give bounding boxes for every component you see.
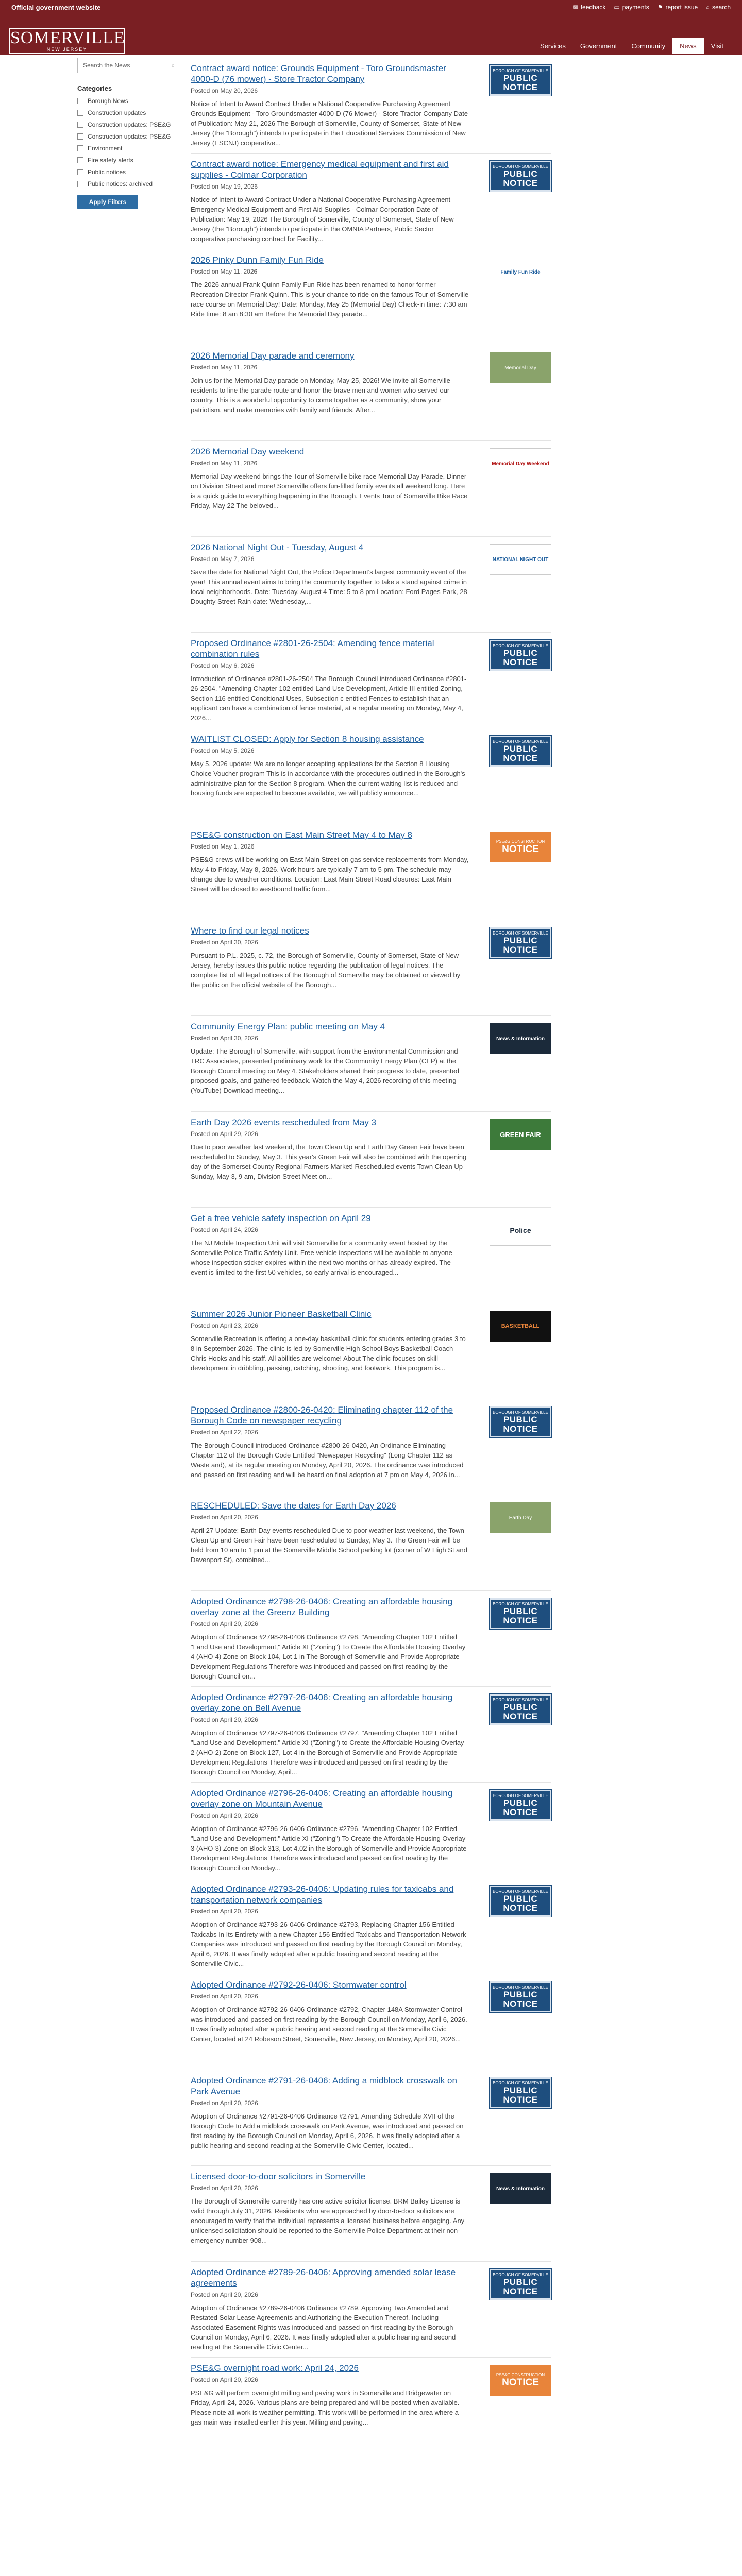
filter-sidebar xyxy=(77,58,180,209)
thumbnail-big-text: NOTICE xyxy=(502,2377,539,2388)
news-title-link[interactable]: PSE&G construction on East Main Street May 4 to May 8 xyxy=(191,830,412,840)
thumbnail-label xyxy=(491,931,550,955)
news-item xyxy=(191,1208,551,1303)
checkbox-icon xyxy=(77,181,83,187)
news-title-link[interactable]: Proposed Ordinance #2800-26-0420: Eliminating chapter 112 of the Borough Code on newspaper recycling xyxy=(191,1405,453,1426)
news-title-link[interactable]: Where to find our legal notices xyxy=(191,926,309,936)
news-summary: Adoption of Ordinance #2789-26-0406 Ordinance #2789, Approving Two Amended and Restated Solar Lease Agreements and Authorizing the Execution Thereof, Including Associated Easement Rights was introduced and passed on first reading by the Borough Council on Monday, April 6, 2026. It was finally adopted after a public hearing and second reading at the Somerville Civic Center... xyxy=(191,2304,456,2351)
thumbnail-big-text: PUBLIC NOTICE xyxy=(503,1990,538,2009)
thumbnail-label xyxy=(491,739,550,763)
news-item xyxy=(191,1399,551,1495)
public-notice-thumbnail[interactable] xyxy=(490,1790,551,1821)
news-date: Posted on May 19, 2026 xyxy=(191,183,258,190)
news-item xyxy=(191,1112,551,1208)
card-icon: ▭ xyxy=(614,4,620,11)
news-title-link[interactable]: Contract award notice: Grounds Equipment - Toro Groundsmaster 4000-D (76 mower) - Store Tractor Company xyxy=(191,63,446,84)
news-item xyxy=(191,1495,551,1591)
news-summary: Due to poor weather last weekend, the Town Clean Up and Earth Day Green Fair have been rescheduled to Sunday, May 3. This year's Green Fair will also be combined with the opening day of the Somerset County Regional Farmers Market! Rescheduled events Town Clean Up Sunday, May 3, 9 am, Division Street Meet on... xyxy=(191,1143,467,1180)
news-item xyxy=(191,249,551,345)
thumbnail-label: Earth Day xyxy=(509,1515,532,1521)
category-checkbox[interactable]: Public notices xyxy=(77,168,180,176)
news-date: Posted on May 6, 2026 xyxy=(191,662,255,669)
thumbnail-label xyxy=(491,1793,550,1817)
news-date: Posted on April 20, 2026 xyxy=(191,1716,258,1723)
thumbnail-big-text: PUBLIC NOTICE xyxy=(503,648,538,667)
thumbnail-big-text: PUBLIC NOTICE xyxy=(503,744,538,763)
checkbox-icon xyxy=(77,110,83,116)
thumbnail-label xyxy=(491,69,550,92)
thumbnail-label: Family Fun Ride xyxy=(500,269,541,275)
payments-link[interactable]: ▭ payments xyxy=(614,4,649,11)
thumbnail-small-text: BOROUGH OF SOMERVILLE xyxy=(493,1602,548,1606)
checkbox-icon xyxy=(77,133,83,140)
news-summary: The NJ Mobile Inspection Unit will visit Somerville for a community event hosted by the Somerville Police Traffic Safety Unit. Free vehicle inspections will be available to anyone whose inspection sticker expires within the next two months or has already expired. The event is limited to the first 50 vehicles, so early arrival is encouraged... xyxy=(191,1239,452,1276)
nav-news[interactable]: News xyxy=(672,38,704,54)
news-item xyxy=(191,633,551,728)
public-notice-thumbnail[interactable] xyxy=(490,1406,551,1437)
news-date: Posted on April 20, 2026 xyxy=(191,2099,258,2107)
category-checkbox[interactable]: Construction updates: PSE&G xyxy=(77,133,180,140)
thumbnail-label: News & Information xyxy=(496,2185,545,2192)
news-date: Posted on April 20, 2026 xyxy=(191,2376,258,2383)
thumbnail-label xyxy=(496,2372,545,2388)
category-checkbox[interactable]: Construction updates: PSE&G xyxy=(77,121,180,128)
thumbnail-label xyxy=(491,2081,550,2105)
public-notice-thumbnail[interactable] xyxy=(490,640,551,671)
nav-services[interactable]: Services xyxy=(540,42,566,50)
feedback-icon: ✉ xyxy=(572,4,578,11)
news-summary: PSE&G crews will be working on East Main Street on gas service replacements from Monday, May 4 to Friday, May 8, 2026. Work hours are typically 7 am to 5 pm. The schedule may change due to weather conditions. Location: East Main Street Road closures: East Main Street will be closed to westbound traffic from... xyxy=(191,856,469,893)
news-list xyxy=(191,58,551,2453)
news-summary: Adoption of Ordinance #2797-26-0406 Ordinance #2797, "Amending Chapter 102 Entitled "Land Use and Development," Article XI ("Zoning") to Create the Affordable Housing Overlay 2 (AHO-2) Zone on Block 127, Lot 4 in the Borough of Somerville and Provide Appropriate Development Regulations Therefore was introduced and passed on first reading by the Borough Council on Monday, April... xyxy=(191,1729,464,1776)
category-checkbox[interactable]: Construction updates xyxy=(77,109,180,116)
news-date: Posted on April 20, 2026 xyxy=(191,1908,258,1915)
pseg-notice-thumbnail[interactable] xyxy=(490,832,551,862)
news-summary: Memorial Day weekend brings the Tour of Somerville bike race Memorial Day Parade, Dinner on Division Street and more! Somerville offers fun-filled family events all weekend long. Here is a quick guide to everything happening in the Borough. Events Tour of Somerville Bike Race Friday, May 22 The beloved... xyxy=(191,472,468,510)
official-banner xyxy=(0,0,742,14)
checkbox-icon xyxy=(77,145,83,151)
thumbnail-big-text: PUBLIC NOTICE xyxy=(503,1606,538,1625)
news-title-link[interactable]: PSE&G overnight road work: April 24, 2026 xyxy=(191,2363,359,2373)
news-date: Posted on April 30, 2026 xyxy=(191,939,258,946)
thumbnail-big-text: PUBLIC NOTICE xyxy=(503,1702,538,1721)
news-summary: Adoption of Ordinance #2792-26-0406 Ordinance #2792, Chapter 148A Stormwater Control was introduced and passed on first reading by the Borough Council on Monday, April 6, 2026. It was finally adopted after a public hearing and second reading at the Somerville Civic Center, located at 24 Robeson Street, Somerville, New Jersey, on Monday, April 20, 2026... xyxy=(191,2006,467,2043)
news-thumbnail[interactable] xyxy=(490,448,551,479)
thumbnail-label: NATIONAL NIGHT OUT xyxy=(492,556,549,563)
news-date: Posted on May 20, 2026 xyxy=(191,87,258,94)
news-item xyxy=(191,824,551,920)
checkbox-icon xyxy=(77,122,83,128)
news-title-link[interactable]: Earth Day 2026 events rescheduled from May 3 xyxy=(191,1117,377,1127)
thumbnail-big-text: PUBLIC NOTICE xyxy=(503,1894,538,1913)
main-nav xyxy=(533,38,731,54)
news-title-link[interactable]: 2026 Memorial Day weekend xyxy=(191,447,305,456)
public-notice-thumbnail[interactable] xyxy=(490,161,551,192)
news-thumbnail[interactable] xyxy=(490,2173,551,2204)
news-title-link[interactable]: RESCHEDULED: Save the dates for Earth Day 2026 xyxy=(191,1501,396,1511)
news-summary: PSE&G will perform overnight milling and paving work in Somerville and Bridgewater on Friday, April 24, 2026. Various plans are being prepared and will be posted when available. Please note all work is weather permitting. This work will be performed in the area where a gas main was installed earlier this year. Milling and paving... xyxy=(191,2389,460,2426)
search-icon: ⌕ xyxy=(706,3,710,11)
thumbnail-small-text: BOROUGH OF SOMERVILLE xyxy=(493,739,548,744)
news-date: Posted on April 20, 2026 xyxy=(191,2184,258,2192)
thumbnail-small-text: BOROUGH OF SOMERVILLE xyxy=(493,1410,548,1415)
news-item xyxy=(191,1591,551,1687)
public-notice-thumbnail[interactable] xyxy=(490,65,551,96)
categories-heading: Categories xyxy=(77,84,112,92)
news-title-link[interactable]: Get a free vehicle safety inspection on April 29 xyxy=(191,1213,371,1223)
checkbox-icon xyxy=(77,98,83,104)
checkbox-icon xyxy=(77,169,83,175)
news-title-link[interactable]: Contract award notice: Emergency medical equipment and first aid supplies - Colmar Corporation xyxy=(191,159,449,180)
news-item xyxy=(191,441,551,537)
news-summary: April 27 Update: Earth Day events rescheduled Due to poor weather last weekend, the Town Clean Up and Green Fair have been rescheduled to Sunday, May 3. The Green Fair will be held from 10 am to 1 pm at the Somerville Middle School parking lot (corner of W High St and Davenport St), combined... xyxy=(191,1527,467,1564)
public-notice-thumbnail[interactable] xyxy=(490,1886,551,1917)
thumbnail-label: Memorial Day Weekend xyxy=(492,461,549,467)
thumbnail-label xyxy=(491,1889,550,1913)
thumbnail-small-text: BOROUGH OF SOMERVILLE xyxy=(493,164,548,169)
news-thumbnail[interactable] xyxy=(490,1119,551,1150)
news-summary: May 5, 2026 update: We are no longer accepting applications for the Section 8 Housing Choice Voucher program This is in accordance with the procedures outlined in the Borough's administrative plan for the Section 8 program. When the current waiting list is reduced and housing funds are expected to become available, we will publicly announce... xyxy=(191,760,465,797)
thumbnail-small-text: BOROUGH OF SOMERVILLE xyxy=(493,1985,548,1990)
news-date: Posted on April 23, 2026 xyxy=(191,1322,258,1329)
news-date: Posted on May 11, 2026 xyxy=(191,460,258,467)
thumbnail-label: BASKETBALL xyxy=(501,1323,540,1329)
news-item xyxy=(191,920,551,1016)
news-date: Posted on April 22, 2026 xyxy=(191,1429,258,1436)
news-summary: Somerville Recreation is offering a one-day basketball clinic for students entering grades 3 to 8 in September 2026. The clinic is led by Somerville High School Boys Basketball Coach Chris Hooks and his staff. All abilities are welcome! About The clinic focuses on skill development in dribbling, passing, catching, shooting, and footwork. This program is... xyxy=(191,1335,466,1372)
news-summary: The 2026 annual Frank Quinn Family Fun Ride has been renamed to honor former Recreation Director Frank Quinn. This is your chance to ride on the famous Tour of Somerville race course on Memorial Day! Date: Monday, May 25 (Memorial Day) Check-in time: 7:30 am Ride time: 8 am 8:30 am Before the Memorial Day parade... xyxy=(191,281,469,318)
thumbnail-small-text: BOROUGH OF SOMERVILLE xyxy=(493,69,548,73)
news-item xyxy=(191,537,551,633)
news-date: Posted on May 7, 2026 xyxy=(191,555,255,563)
news-date: Posted on April 29, 2026 xyxy=(191,1130,258,1138)
thumbnail-small-text: BOROUGH OF SOMERVILLE xyxy=(493,931,548,936)
news-item xyxy=(191,2262,551,2358)
news-date: Posted on April 20, 2026 xyxy=(191,1620,258,1628)
news-item xyxy=(191,728,551,824)
news-item xyxy=(191,1687,551,1783)
thumbnail-small-text: BOROUGH OF SOMERVILLE xyxy=(493,1889,548,1894)
thumbnail-label xyxy=(491,1410,550,1434)
checkbox-icon xyxy=(77,157,83,163)
thumbnail-label xyxy=(491,2273,550,2296)
news-title-link[interactable]: Community Energy Plan: public meeting on May 4 xyxy=(191,1022,385,1031)
search-icon: ⌕ xyxy=(171,61,175,69)
news-title-link[interactable]: WAITLIST CLOSED: Apply for Section 8 housing assistance xyxy=(191,734,424,744)
news-date: Posted on April 20, 2026 xyxy=(191,1514,258,1521)
apply-filters-button[interactable]: Apply Filters xyxy=(77,195,138,209)
thumbnail-small-text: BOROUGH OF SOMERVILLE xyxy=(493,2081,548,2086)
public-notice-thumbnail[interactable] xyxy=(490,2077,551,2108)
thumbnail-small-text: BOROUGH OF SOMERVILLE xyxy=(493,643,548,648)
news-summary: Adoption of Ordinance #2796-26-0406 Ordinance #2796, "Amending Chapter 102 Entitled "Land Use and Development," Article XI ("Zoning") To Create the Affordable Housing Overlay 3 (AHO-3) Zone on Block 313, Lot 4.02 in the Borough of Somerville and Provide Appropriate Development Regulations Therefore was introduced and passed on first reading by the Borough Council on Monday... xyxy=(191,1825,467,1872)
thumbnail-label: Police xyxy=(510,1226,531,1234)
thumbnail-label xyxy=(496,839,545,855)
news-title-link[interactable]: Adopted Ordinance #2789-26-0406: Approving amended solar lease agreements xyxy=(191,2267,456,2288)
feedback-link[interactable]: ✉ feedback xyxy=(572,4,606,11)
news-item xyxy=(191,2166,551,2262)
thumbnail-big-text: PUBLIC NOTICE xyxy=(503,1798,538,1817)
utility-links xyxy=(573,4,731,11)
news-summary: The Borough Council introduced Ordinance #2800-26-0420, An Ordinance Eliminating Chapter 112 of the Borough Code Entitled "Newspaper Recycling" (Long Chapter 112 as Waste and), at its regular meeting on Monday, April 20, 2026. The ordinance was introduced and passed on first reading and will be heard on final adoption at 7 pm on May 4, 2026 in... xyxy=(191,1442,464,1479)
site-logo[interactable]: SOMERVILLE NEW JERSEY xyxy=(9,28,125,54)
news-title-link[interactable]: Adopted Ordinance #2792-26-0406: Stormwater control xyxy=(191,1980,407,1990)
news-title-link[interactable]: 2026 Pinky Dunn Family Fun Ride xyxy=(191,255,324,265)
news-title-link[interactable]: Summer 2026 Junior Pioneer Basketball Clinic xyxy=(191,1309,372,1319)
thumbnail-label xyxy=(491,1602,550,1625)
thumbnail-big-text: PUBLIC NOTICE xyxy=(503,936,538,955)
news-summary: Pursuant to P.L. 2025, c. 72, the Borough of Somerville, County of Somerset, State of New Jersey, hereby issues this public notice regarding the publication of legal notices. The complete list of all legal notices of the Borough of Somerville may be obtained or viewed by the public on the official website of the Borough... xyxy=(191,952,461,989)
news-title-link[interactable]: Adopted Ordinance #2797-26-0406: Creating an affordable housing overlay zone on Bell Avenue xyxy=(191,1692,453,1713)
news-item xyxy=(191,345,551,441)
news-summary: Introduction of Ordinance #2801-26-2504 The Borough Council introduced Ordinance #2801-26-2504, "Amending Chapter 102 entitled Land Use Development, Article III entitled Zoning, Section 116 entitled Conditional Uses, Subsection c entitled Fences to establish that an applicant can have a combination of fence material, at a regular meeting on Monday, May 4, 2026... xyxy=(191,675,467,722)
news-title-link[interactable]: Adopted Ordinance #2791-26-0406: Adding a midblock crosswalk on Park Avenue xyxy=(191,2076,457,2096)
nav-visit[interactable]: Visit xyxy=(711,42,723,50)
public-notice-thumbnail[interactable] xyxy=(490,1981,551,2012)
search-link[interactable]: ⌕ search xyxy=(706,3,731,11)
news-summary: Adoption of Ordinance #2793-26-0406 Ordinance #2793, Replacing Chapter 156 Entitled Taxicabs In Its Entirety with a new Chapter 156 Entitled Taxicabs and Transportation Network Companies was introduced and passed on first reading by the Borough Council on Monday, April 6, 2026. It was finally adopted after a public hearing and second reading at the Somerville Civic... xyxy=(191,1921,466,1968)
thumbnail-big-text: PUBLIC NOTICE xyxy=(503,73,538,92)
thumbnail-small-text: PSE&G CONSTRUCTION xyxy=(496,2372,545,2377)
news-date: Posted on May 5, 2026 xyxy=(191,747,255,754)
official-site-label: Official government website xyxy=(11,3,101,11)
news-date: Posted on April 20, 2026 xyxy=(191,1993,258,2000)
public-notice-thumbnail[interactable] xyxy=(490,1694,551,1725)
thumbnail-label xyxy=(491,1985,550,2009)
thumbnail-big-text: PUBLIC NOTICE xyxy=(503,2277,538,2296)
news-thumbnail[interactable] xyxy=(490,352,551,383)
thumbnail-label: GREEN FAIR xyxy=(500,1130,541,1139)
news-summary: The Borough of Somerville currently has one active solicitor license. BRM Bailey License is valid through July 31, 2026. Residents who are approached by door-to-door solicitors are encouraged to verify that the individual represents a licensed business before engaging. Any unlicensed solicitation should be reported to the Somerville Police Department at their non-emergency number 908... xyxy=(191,2197,465,2244)
news-date: Posted on May 11, 2026 xyxy=(191,364,258,371)
thumbnail-big-text: PUBLIC NOTICE xyxy=(503,169,538,188)
thumbnail-label: Memorial Day xyxy=(504,365,536,371)
news-summary: Update: The Borough of Somerville, with support from the Environmental Commission and TRC Associates, presented preliminary work for the Community Energy Plan (CEP) at the Borough Council meeting on May 4. Stakeholders shared their progress to date, presented proposed goals, and gathered feedback. Watch the May 4, 2026 recording of this meeting (YouTube) Download meeting... xyxy=(191,1047,460,1094)
news-thumbnail[interactable] xyxy=(490,1023,551,1054)
news-title-link[interactable]: 2026 National Night Out - Tuesday, August 4 xyxy=(191,543,364,552)
news-search-input[interactable]: Search the News ⌕ xyxy=(77,58,180,73)
news-title-link[interactable]: 2026 Memorial Day parade and ceremony xyxy=(191,351,355,361)
category-checkbox[interactable]: Borough News xyxy=(77,97,180,105)
news-summary: Join us for the Memorial Day parade on Monday, May 25, 2026! We invite all Somerville residents to line the parade route and honor the brave men and women who served our country. This is a wonderful opportunity to come together as a community, show your patriotism, and make memories with family and friends. After... xyxy=(191,377,450,414)
category-checkbox[interactable]: Environment xyxy=(77,145,180,152)
thumbnail-label: News & Information xyxy=(496,1036,545,1042)
news-item xyxy=(191,1303,551,1399)
category-checkbox[interactable]: Public notices: archived xyxy=(77,180,180,188)
news-title-link[interactable]: Adopted Ordinance #2796-26-0406: Creating an affordable housing overlay zone on Mountain Avenue xyxy=(191,1788,453,1809)
news-item xyxy=(191,58,551,154)
news-thumbnail[interactable] xyxy=(490,544,551,575)
news-summary: Notice of Intent to Award Contract Under a National Cooperative Purchasing Agreement Grounds Equipment - Toro Groundsmaster 4000-D (76 Mower) - Store Tractor Company Date of Publication: May 21, 2026 The Borough of Somerville, County of Somerset, State of New Jersey (the "Borough") intends to participate in the Educational Services Commission of New Jersey (ESCNJ) cooperative... xyxy=(191,100,468,147)
public-notice-thumbnail[interactable] xyxy=(490,736,551,767)
report-issue-link[interactable]: ⚑ report issue xyxy=(657,4,698,11)
news-item xyxy=(191,1878,551,1974)
thumbnail-small-text: BOROUGH OF SOMERVILLE xyxy=(493,1793,548,1798)
thumbnail-label xyxy=(491,643,550,667)
pseg-notice-thumbnail[interactable] xyxy=(490,2365,551,2396)
news-title-link[interactable]: Adopted Ordinance #2798-26-0406: Creating an affordable housing overlay zone at the Greenz Building xyxy=(191,1597,453,1617)
news-date: Posted on May 11, 2026 xyxy=(191,268,258,275)
public-notice-thumbnail[interactable] xyxy=(490,1598,551,1629)
thumbnail-big-text: NOTICE xyxy=(502,844,539,855)
site-header xyxy=(0,14,742,55)
thumbnail-small-text: PSE&G CONSTRUCTION xyxy=(496,839,545,844)
flag-icon: ⚑ xyxy=(657,4,663,11)
news-summary: Adoption of Ordinance #2798-26-0406 Ordinance #2798, "Amending Chapter 102 Entitled "Land Use and Development," Article XI ("Zoning") To Create the Affordable Housing Overlay 4 (AHO-4) Zone on Block 104, Lot 1 in The Borough of Somerville and Provide Appropriate Development Regulations Therefore was introduced and passed on first reading by the Borough Council on... xyxy=(191,1633,466,1680)
thumbnail-small-text: BOROUGH OF SOMERVILLE xyxy=(493,1698,548,1702)
nav-government[interactable]: Government xyxy=(580,42,617,50)
news-date: Posted on April 20, 2026 xyxy=(191,2291,258,2298)
news-date: Posted on April 24, 2026 xyxy=(191,1226,258,1233)
nav-community[interactable]: Community xyxy=(631,42,666,50)
public-notice-thumbnail[interactable] xyxy=(490,2269,551,2300)
thumbnail-label xyxy=(491,1698,550,1721)
news-thumbnail[interactable] xyxy=(490,1311,551,1342)
news-thumbnail[interactable] xyxy=(490,1502,551,1533)
news-summary: Save the date for National Night Out, the Police Department's largest community event of the year! This annual event aims to bring the community together to take a stand against crime in local neighborhoods. Date: Tuesday, August 4 Time: 5 to 8 pm Location: Ford Pages Park, 28 Doughty Street Rain date: Wednesday,... xyxy=(191,568,467,605)
news-item xyxy=(191,2070,551,2166)
news-item xyxy=(191,1974,551,2070)
news-date: Posted on April 20, 2026 xyxy=(191,1812,258,1819)
news-thumbnail[interactable] xyxy=(490,1215,551,1246)
thumbnail-label xyxy=(491,164,550,188)
news-summary: Notice of Intent to Award Contract Under a National Cooperative Purchasing Agreement Emergency Medical Equipment and First Aid Supplies - Colmar Corporation Date of Publication: May 19, 2026 The Borough of Somerville, County of Somerset, State of New Jersey (the "Borough") intends to participate in the OMNIA Partners, Public Sector cooperative purchasing contract for Facility... xyxy=(191,196,454,243)
news-date: Posted on May 1, 2026 xyxy=(191,843,255,850)
news-item xyxy=(191,154,551,249)
public-notice-thumbnail[interactable] xyxy=(490,927,551,958)
news-thumbnail[interactable] xyxy=(490,257,551,287)
news-title-link[interactable]: Proposed Ordinance #2801-26-2504: Amending fence material combination rules xyxy=(191,638,434,659)
thumbnail-big-text: PUBLIC NOTICE xyxy=(503,2086,538,2105)
news-item xyxy=(191,1783,551,1878)
news-summary: Adoption of Ordinance #2791-26-0406 Ordinance #2791, Amending Schedule XVII of the Borough Code to Add a midblock crosswalk on Park Avenue, was introduced and passed on first reading by the Borough Council on Monday, April 6, 2026. It was finally adopted after a public hearing and second reading at the Somerville Civic Center, located... xyxy=(191,2112,464,2149)
news-item xyxy=(191,2358,551,2453)
thumbnail-big-text: PUBLIC NOTICE xyxy=(503,1415,538,1434)
category-checkbox[interactable]: Fire safety alerts xyxy=(77,157,180,164)
news-title-link[interactable]: Adopted Ordinance #2793-26-0406: Updating rules for taxicabs and transportation network companies xyxy=(191,1884,454,1905)
thumbnail-small-text: BOROUGH OF SOMERVILLE xyxy=(493,2273,548,2277)
news-item xyxy=(191,1016,551,1112)
news-title-link[interactable]: Licensed door-to-door solicitors in Somerville xyxy=(191,2172,366,2181)
news-date: Posted on April 30, 2026 xyxy=(191,1035,258,1042)
